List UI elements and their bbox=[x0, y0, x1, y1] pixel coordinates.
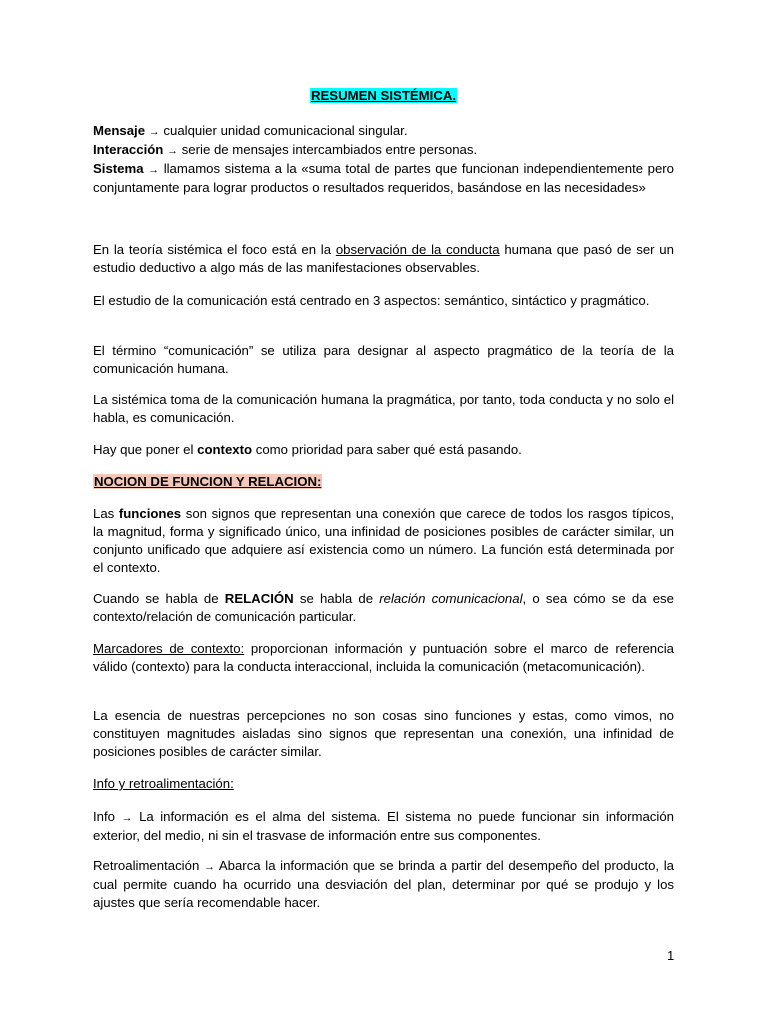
text: como prioridad para saber qué está pasando. bbox=[252, 442, 522, 457]
paragraph-7 bbox=[93, 590, 674, 626]
paragraph-3 bbox=[93, 342, 674, 378]
arrow-icon: → bbox=[121, 812, 133, 824]
definition-sistema bbox=[93, 160, 674, 197]
text: humana que pasó de ser un estudio deductivo a algo más de las manifestaciones observables. bbox=[93, 242, 674, 275]
definition-interaccion bbox=[93, 141, 674, 160]
definition-text: cualquier unidad comunicacional singular. bbox=[163, 123, 408, 138]
page-number: 1 bbox=[667, 948, 675, 963]
text: son signos que representan una conexión que carece de todos los rasgos típicos, la magnitud, forma y significado único, una infinidad de posiciones posibles de carácter similar, un conjunto unificado que adquiere así existencia como un número. La función está determinada por el contexto. bbox=[93, 506, 675, 575]
text: En la teoría sistémica el foco está en la bbox=[93, 242, 336, 257]
document-title: RESUMEN SISTÉMICA. bbox=[310, 88, 457, 103]
paragraph-5 bbox=[93, 441, 674, 459]
subheading: Info y retroalimentación: bbox=[93, 776, 234, 791]
arrow-icon: → bbox=[148, 126, 160, 138]
text: , o sea cómo se da ese contexto/relación de comunicación particular. bbox=[93, 591, 674, 624]
definition-text: serie de mensajes intercambiados entre personas. bbox=[181, 142, 478, 157]
definition-text: llamamos sistema a la «suma total de partes que funcionan independientemente pero conjuntamente para lograr productos o resultados requeridos, basándose en las necesidades» bbox=[93, 161, 674, 195]
paragraph-11 bbox=[93, 857, 674, 912]
term: Info bbox=[93, 809, 115, 824]
paragraph-8 bbox=[93, 640, 674, 676]
paragraph-10 bbox=[93, 808, 674, 845]
paragraph-4 bbox=[93, 391, 674, 427]
text: Abarca la información que se brinda a partir del desempeño del producto, la cual permite cuando ha ocurrido una desviación del plan, determinar por qué se produjo y los ajustes que sería recomendable hacer. bbox=[93, 858, 674, 910]
text: Hay que poner el bbox=[93, 442, 198, 457]
italic-text: relación comunicacional bbox=[379, 591, 523, 606]
bold-text: contexto bbox=[197, 442, 253, 457]
definition-mensaje bbox=[93, 122, 674, 141]
arrow-icon: → bbox=[148, 164, 160, 176]
paragraph-text: La esencia de nuestras percepciones no son cosas sino funciones y estas, como vimos, no constituyen magnitudes aisladas sino signos que representan una conexión, una infinidad de posiciones posibles de carácter similar. bbox=[93, 708, 674, 759]
arrow-icon: → bbox=[203, 861, 215, 873]
text: La información es el alma del sistema. El sistema no puede funcionar sin información exterior, del medio, ni sin el trasvase de información entre sus componentes. bbox=[93, 809, 674, 843]
term-interaccion: Interacción bbox=[93, 142, 164, 157]
paragraph-1 bbox=[93, 241, 674, 277]
paragraph-6 bbox=[93, 505, 674, 577]
term-sistema: Sistema bbox=[93, 161, 144, 176]
underlined-text: observación de la conducta bbox=[335, 242, 500, 257]
title-container bbox=[93, 87, 674, 105]
definitions-block bbox=[93, 122, 674, 197]
text: se habla de bbox=[293, 591, 380, 606]
arrow-icon: → bbox=[167, 145, 179, 157]
bold-text: RELACIÓN bbox=[224, 591, 294, 606]
paragraph-text: La sistémica toma de la comunicación humana la pragmática, por tanto, toda conducta y no solo el habla, es comunicación. bbox=[93, 392, 674, 425]
term-mensaje: Mensaje bbox=[93, 123, 146, 138]
section-heading: NOCION DE FUNCION Y RELACION: bbox=[94, 474, 322, 489]
paragraph-9 bbox=[93, 707, 674, 761]
paragraph-text: El estudio de la comunicación está centrado en 3 aspectos: semántico, sintáctico y pragmático. bbox=[93, 293, 650, 308]
term: Retroalimentación bbox=[93, 858, 200, 873]
text: Cuando se habla de bbox=[93, 591, 225, 606]
paragraph-text: El término “comunicación” se utiliza para designar al aspecto pragmático de la teoría de la comunicación humana. bbox=[93, 343, 674, 376]
text: proporcionan información y puntuación sobre el marco de referencia válido (contexto) para la conducta interaccional, incluida la comunicación (metacomunicación). bbox=[93, 641, 674, 674]
paragraph-2 bbox=[93, 292, 674, 310]
text: Las bbox=[93, 506, 119, 521]
section-heading-container bbox=[93, 473, 674, 491]
bold-text: funciones bbox=[118, 506, 182, 521]
subheading-container bbox=[93, 775, 674, 793]
underlined-text: Marcadores de contexto: bbox=[93, 641, 245, 656]
